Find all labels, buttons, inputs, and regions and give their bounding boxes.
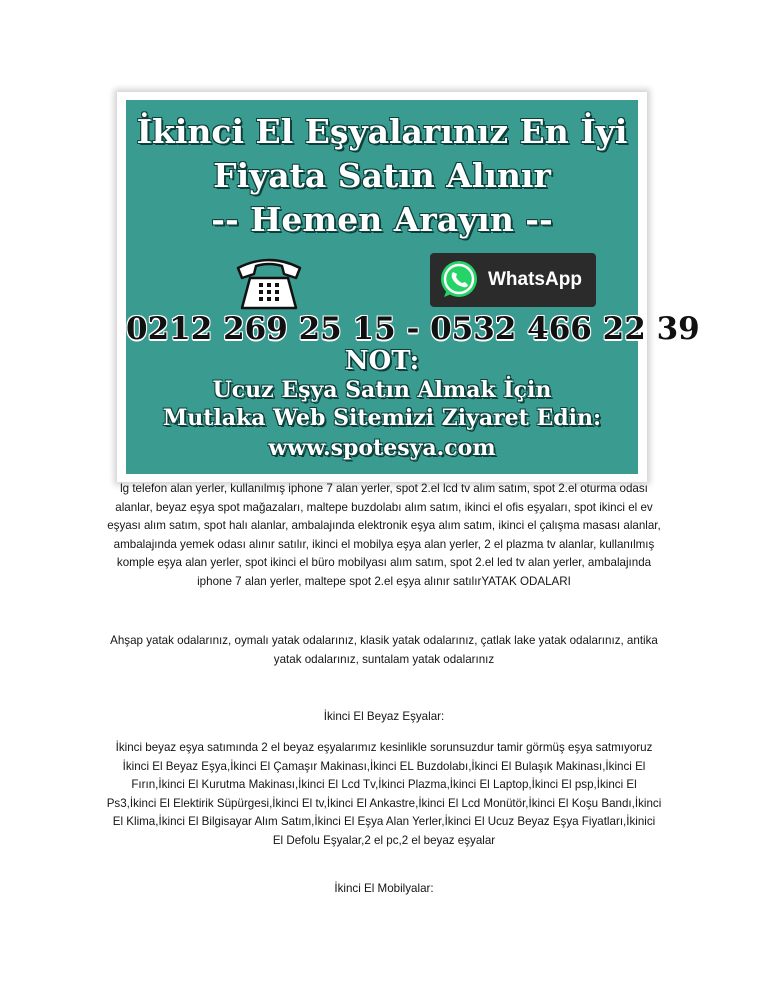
white-goods-paragraph: İkinci beyaz eşya satımında 2 el beyaz eşyalarımız kesinlikle sorunsuzdur tamir görmüş eşya satmıyoruz İkinci El Beyaz Eşya,İkinci El Çamaşır Makinası,İkinci EL Buzdolabı,İkinci El Bulaşık Makinası,İkinci El Fırın,İkinci El Kurutma Makinası,İkinci El Lcd Tv,İkinci Plazma,İkinci El Laptop,İkinci El psp,İkinci El Ps3,İkinci El Elektirik Süpürgesi,İkinci El tv,İkinci El Ankastre,İkinci El Lcd Monütör,İkinci El Koşu Bandı,İkinci El Klima,İkinci El Bilgisayar Alım Satım,İkinci El Eşya Alan Yerler,İkinci El Ucuz Beyaz Eşya Fiyatları,İkinici El Defolu Eşyalar,2 el pc,2 el beyaz eşyalar [106,741,662,847]
website-url: www.spotesya.com [268,435,496,461]
whatsapp-label: WhatsApp [488,269,582,290]
banner-headline-2: Fiyata Satın Alınır [213,156,551,195]
telephone-icon [234,254,304,312]
banner-headline-1: İkinci El Eşyalarınız En İyi [136,112,628,151]
phone-numbers: 0212 269 25 15 - 0532 466 22 39 [126,311,700,347]
note-line-2: Mutlaka Web Sitemizi Ziyaret Edin: [162,405,602,431]
banner-headline-3: -- Hemen Arayın -- [211,200,553,239]
bedroom-paragraph: Ahşap yatak odalarınız, oymalı yatak odalarınız, klasik yatak odalarınız, çatlak lake yatak odalarınız, antika yatak odalarınız, suntalam yatak odalarınız [110,634,658,666]
advert-banner-frame [117,92,700,482]
keywords-paragraph: lg telefon alan yerler, kullanılmış iphone 7 alan yerler, spot 2.el lcd tv alım satım, spot 2.el oturma odası alanlar, beyaz eşya spot mağazaları, maltepe buzdolabı alım satım, ikinci el ofis eşyaları, spot ikinci el ev eşyası alım satım, spot halı alanlar, ambalajında elektronik eşya alım satım, ikinci el çalışma masası alanlar, ambalajında yemek odası alınır satılır, ikinci el mobilya eşya alan yerler, 2 el plazma tv alanlar, kullanılmış komple eşya alan yerler, spot ikinci el büro mobilyası alım satım, spot 2.el led tv alan yerler, ambalajında iphone 7 alan yerler, maltepe spot 2.el eşya alınır satılırYATAK ODALARI [107,482,661,588]
white-goods-heading: İkinci El Beyaz Eşyalar: [323,710,445,723]
furniture-heading: İkinci El Mobilyalar: [334,882,434,895]
advert-banner [126,100,700,474]
whatsapp-badge [430,253,596,307]
note-title: NOT: [344,346,420,376]
whatsapp-icon [436,257,482,303]
note-line-1: Ucuz Eşya Satın Almak İçin [212,377,552,403]
